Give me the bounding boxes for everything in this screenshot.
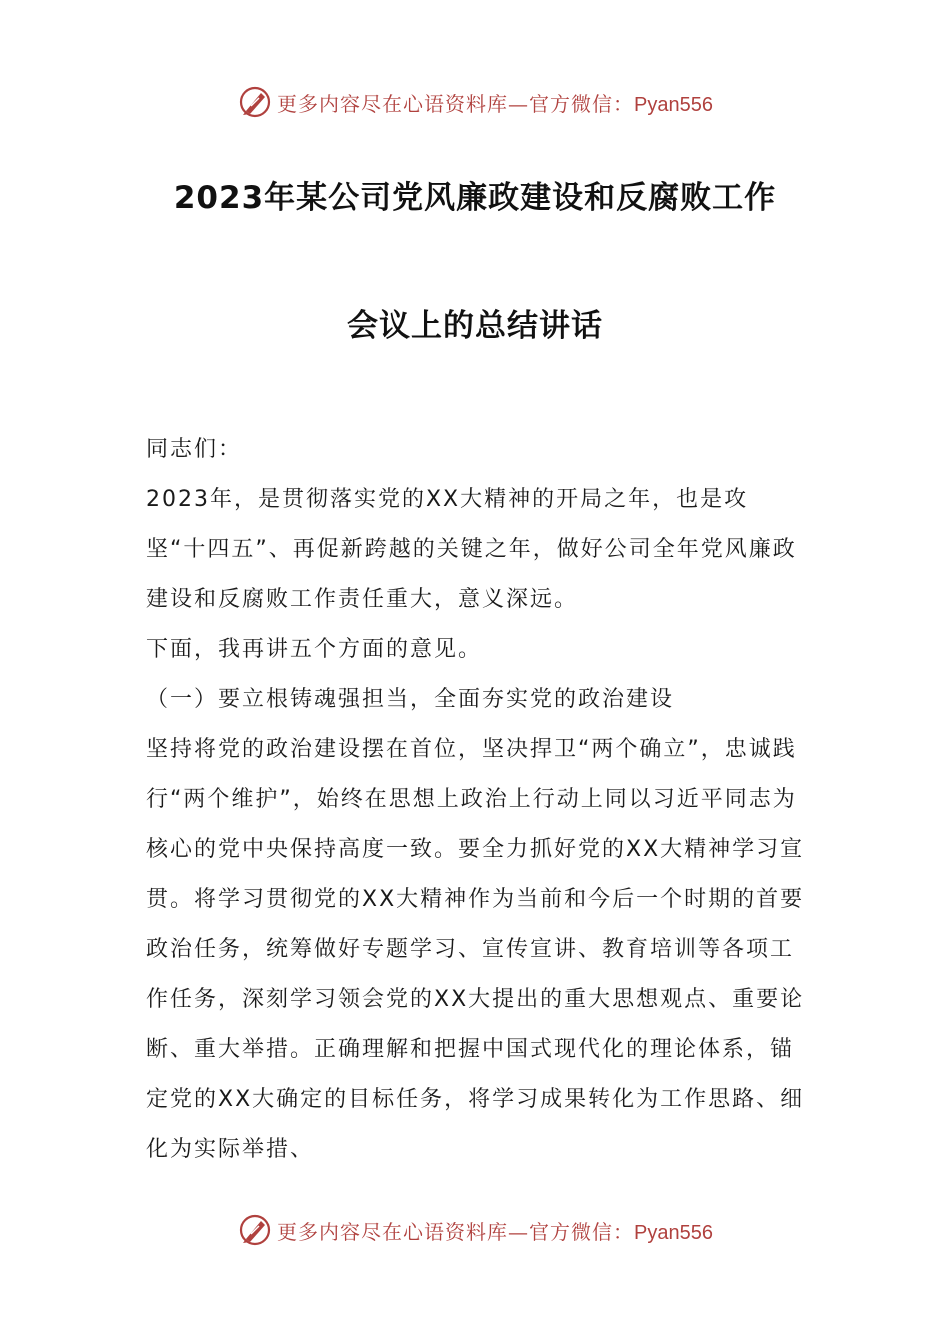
document-body (146, 425, 808, 1175)
paragraph: 下面，我再讲五个方面的意见。 (146, 637, 483, 662)
watermark-label: 更多内容尽在心语资料库—官方微信： (277, 91, 635, 116)
pen-nib-logo-icon (237, 1212, 273, 1248)
watermark-text (277, 1216, 713, 1245)
document-title-line-1: 2023年某公司党风廉政建设和反腐败工作 (173, 180, 777, 216)
footer-watermark (0, 1208, 950, 1252)
salutation: 同志们： (146, 437, 243, 462)
paragraph: 2023年，是贯彻落实党的XX大精神的开局之年，也是攻坚“十四五”、再促新跨越的关键之年，做好公司全年党风廉政建设和反腐败工作责任重大，意义深远。 (146, 487, 797, 612)
pen-nib-logo-icon (237, 84, 273, 120)
document-title-line-2: 会议上的总结讲话 (347, 308, 603, 344)
section-heading: （一）要立根铸魂强担当，全面夯实党的政治建设 (146, 687, 675, 712)
watermark-handle: Pyan556 (634, 1221, 713, 1244)
paragraph: 坚持将党的政治建设摆在首位，坚决捍卫“两个确立”，忠诚践行“两个维护”，始终在思想上政治上行动上同以习近平同志为核心的党中央保持高度一致。要全力抓好党的XX大精神学习宣贯。将学习贯彻党的XX大精神作为当前和今后一个时期的首要政治任务，统筹做好专题学习、宣传宣讲、教育培训等各项工作任务，深刻学习领会党的XX大提出的重大思想观点、重要论断、重大举措。正确理解和把握中国式现代化的理论体系，锚定党的XX大确定的目标任务，将学习成果转化为工作思路、细化为实际举措、 (146, 737, 805, 1162)
watermark-handle: Pyan556 (634, 93, 713, 116)
watermark-text (277, 88, 713, 117)
watermark-label: 更多内容尽在心语资料库—官方微信： (277, 1219, 635, 1244)
header-watermark (0, 80, 950, 124)
